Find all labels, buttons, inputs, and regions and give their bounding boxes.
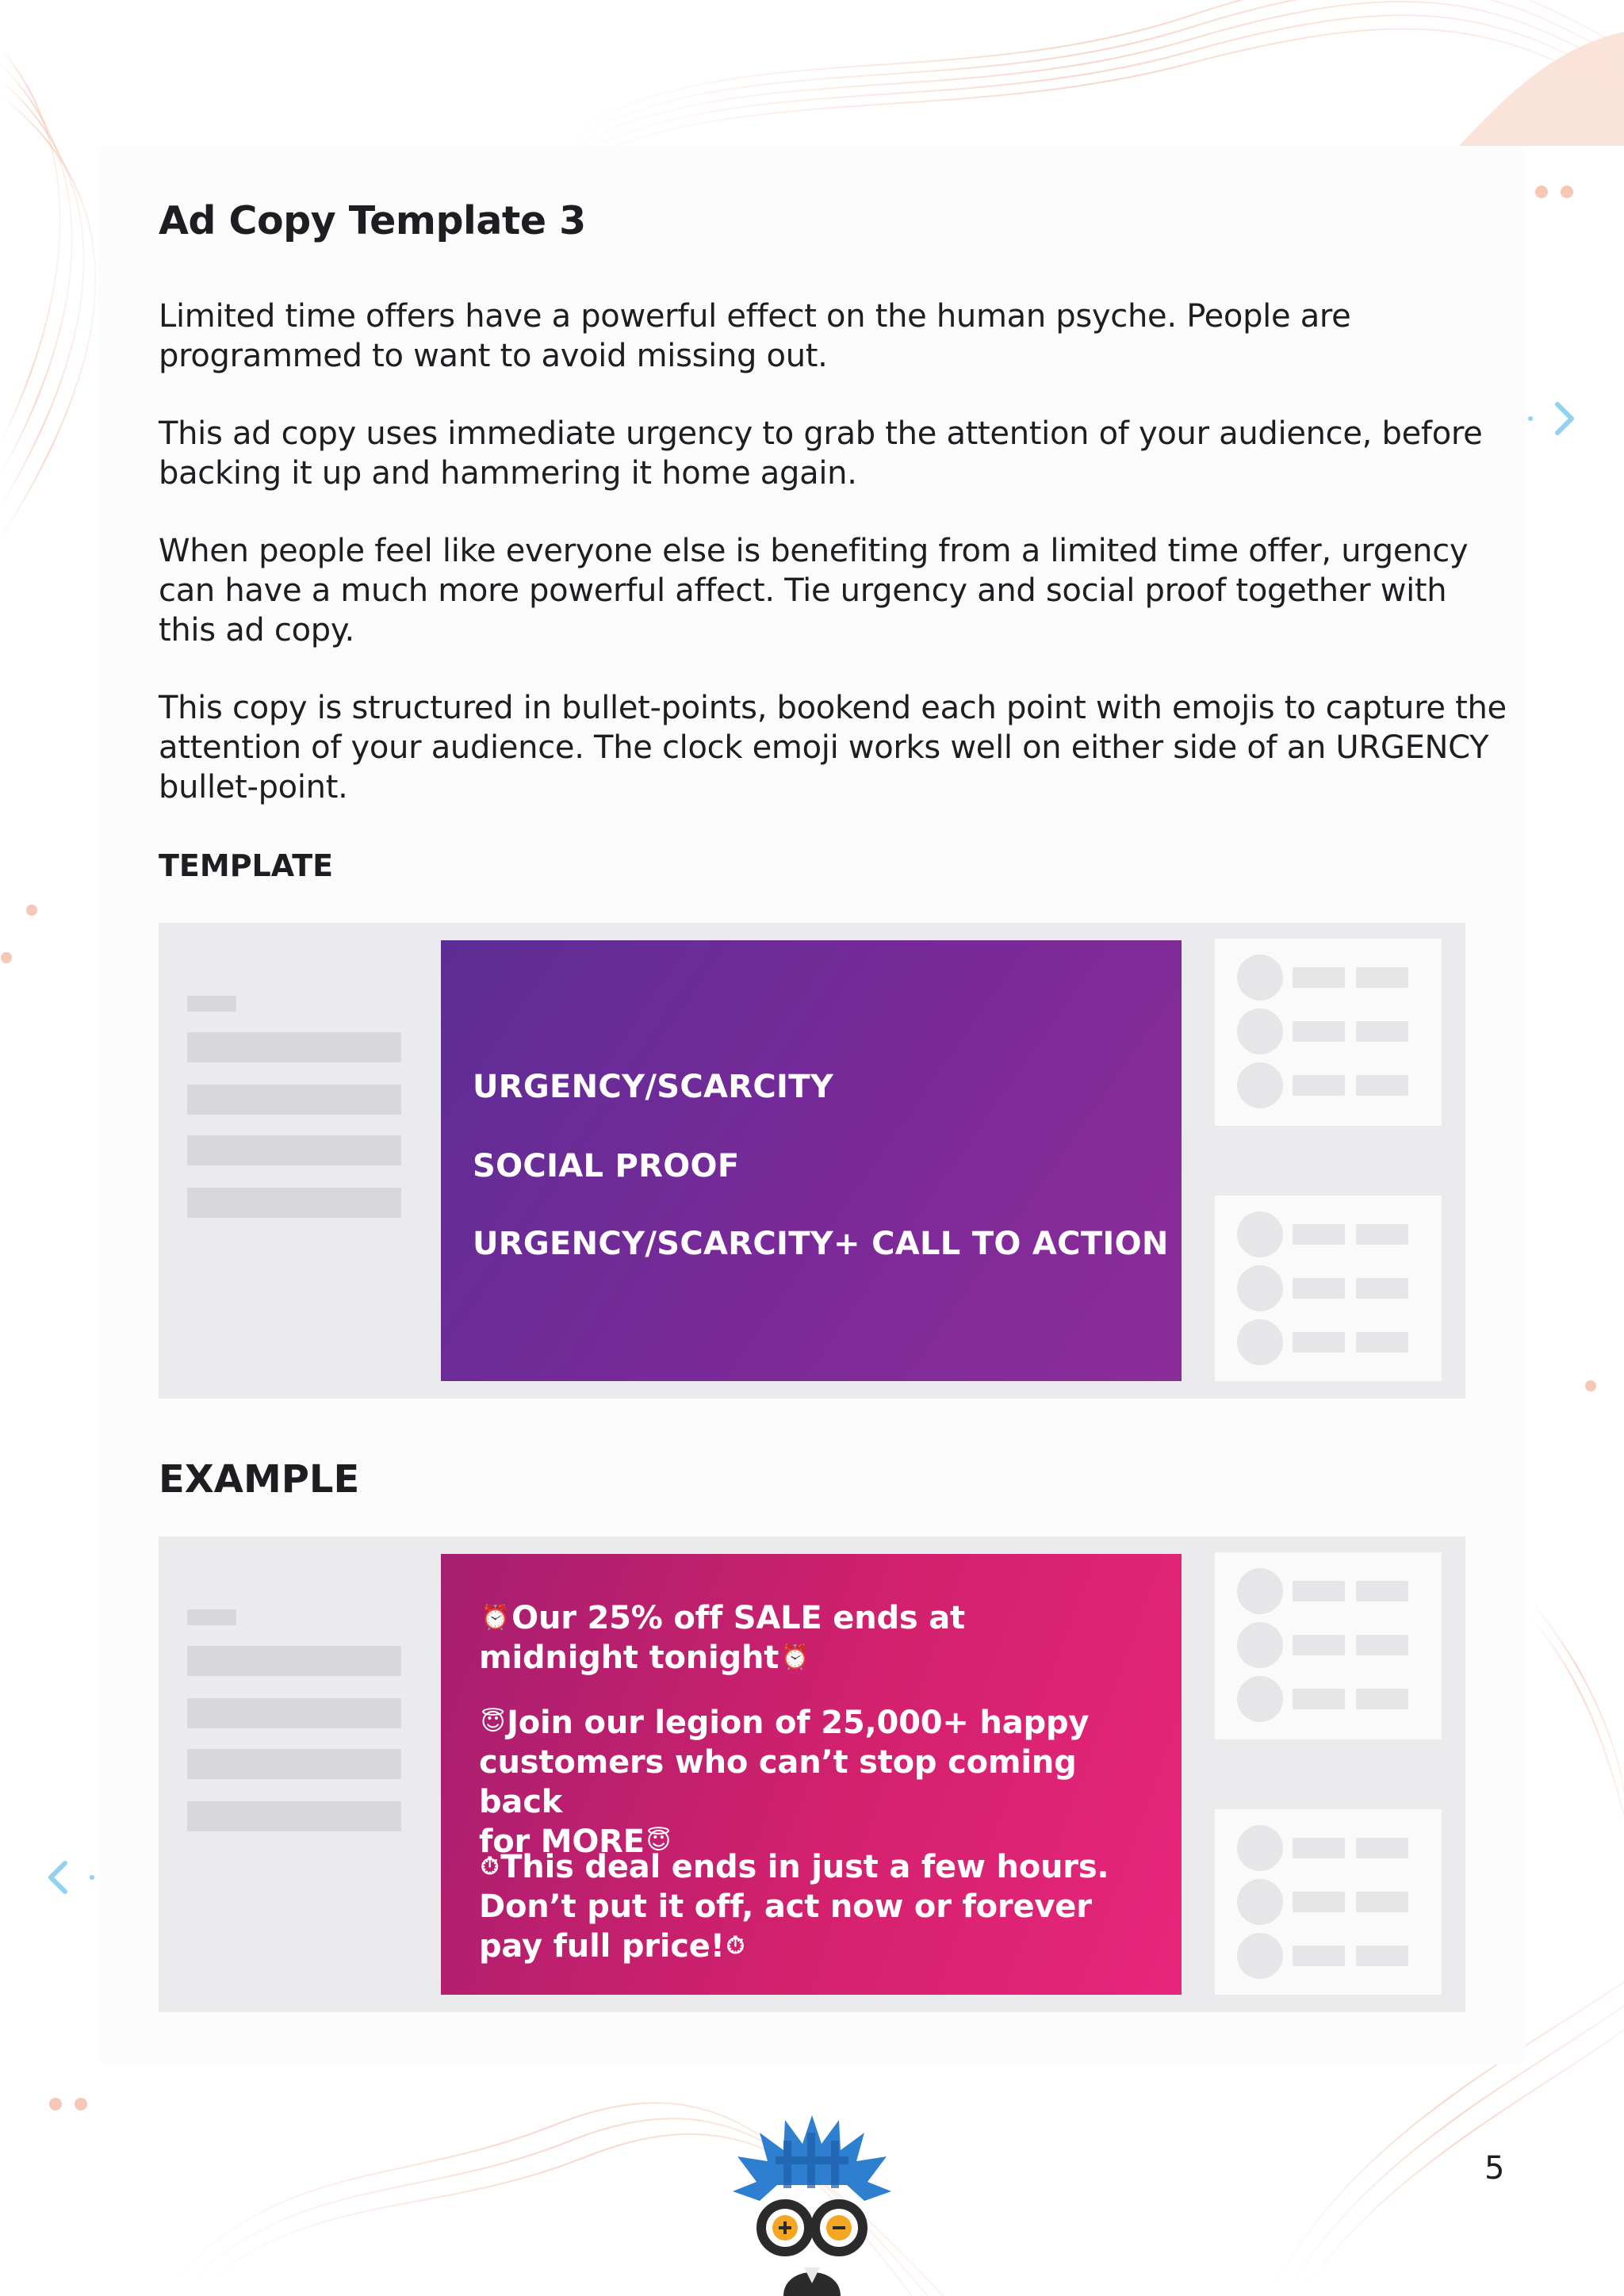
- bullet-text: This deal ends in just a few hours.: [500, 1849, 1109, 1885]
- placeholder-bar: [187, 1646, 401, 1676]
- placeholder-pill: [1356, 1581, 1408, 1601]
- bullet-text: Our 25% off SALE ends at: [511, 1600, 965, 1636]
- alarm-clock-icon: ⏰: [780, 1644, 810, 1671]
- placeholder-avatar: [1237, 1676, 1283, 1722]
- bullet-text: midnight tonight: [479, 1640, 779, 1676]
- bullet-text: pay full price!: [479, 1928, 725, 1965]
- stopwatch-icon: ⏱: [726, 1932, 745, 1960]
- example-bullet-cta: [479, 1847, 1161, 1966]
- bullet-text: Join our legion of 25,000+ happy: [507, 1705, 1090, 1741]
- halo-smile-icon: 😇: [481, 1709, 506, 1736]
- placeholder-avatar: [1237, 1211, 1283, 1257]
- placeholder-pill: [1356, 1838, 1408, 1858]
- placeholder-pill: [1293, 1224, 1345, 1245]
- placeholder-pill: [1293, 1332, 1345, 1353]
- placeholder-pill: [1293, 1892, 1345, 1912]
- placeholder-avatar: [1237, 1568, 1283, 1614]
- example-mockup: [159, 1536, 1465, 2012]
- example-label: EXAMPLE: [159, 1457, 360, 1502]
- page-number: 5: [1484, 2150, 1505, 2187]
- placeholder-pill: [1356, 1689, 1408, 1709]
- alarm-clock-icon: ⏰: [481, 1604, 511, 1632]
- template-mockup: [159, 923, 1465, 1399]
- template-line-cta: URGENCY/SCARCITY+ CALL TO ACTION: [473, 1226, 1169, 1262]
- placeholder-avatar: [1237, 1879, 1283, 1925]
- stopwatch-icon: ⏱: [481, 1853, 500, 1881]
- placeholder-pill: [1293, 1635, 1345, 1655]
- placeholder-avatar: [1237, 1319, 1283, 1365]
- placeholder-bar: [187, 996, 236, 1012]
- sidebar-card: [1215, 939, 1442, 1126]
- placeholder-bar: [187, 1698, 401, 1728]
- placeholder-avatar: [1237, 1622, 1283, 1668]
- placeholder-avatar: [1237, 1933, 1283, 1979]
- template-line-social-proof: SOCIAL PROOF: [473, 1148, 740, 1184]
- placeholder-pill: [1356, 967, 1408, 988]
- paragraph-3: When people feel like everyone else is benefiting from a limited time offer, urgency can have a much more powerful affect. Tie urgency and social proof together with this ad copy.: [159, 533, 1469, 649]
- placeholder-pill: [1356, 1332, 1408, 1353]
- scientist-mascot-logo: [728, 2109, 896, 2296]
- paragraph-4: This copy is structured in bullet-points, bookend each point with emojis to capture the attention of your audience. The clock emoji works well on either side of an URGENCY bullet-point.: [159, 690, 1507, 806]
- placeholder-pill: [1293, 967, 1345, 988]
- placeholder-bar: [187, 1188, 401, 1218]
- placeholder-bar: [187, 1609, 236, 1625]
- example-bullet-urgency: [479, 1598, 1161, 1678]
- placeholder-pill: [1293, 1021, 1345, 1042]
- template-ad: [441, 940, 1182, 1381]
- placeholder-bar: [187, 1085, 401, 1115]
- example-bullet-social-proof: [479, 1703, 1161, 1862]
- placeholder-pill: [1293, 1946, 1345, 1966]
- template-label: TEMPLATE: [159, 848, 334, 883]
- chevron-left-icon: [40, 1855, 103, 1903]
- placeholder-bar: [187, 1135, 401, 1165]
- example-ad: [441, 1554, 1182, 1995]
- placeholder-avatar: [1237, 1062, 1283, 1108]
- paragraph-2: This ad copy uses immediate urgency to grab the attention of your audience, before backing it up and hammering it home again.: [159, 415, 1483, 492]
- sidebar-card: [1215, 1552, 1442, 1739]
- placeholder-avatar: [1237, 1265, 1283, 1311]
- placeholder-pill: [1293, 1581, 1345, 1601]
- chevron-right-icon: [1519, 396, 1583, 444]
- placeholder-bar: [187, 1032, 401, 1062]
- placeholder-pill: [1356, 1278, 1408, 1299]
- bullet-text: customers who can’t stop coming back: [479, 1744, 1077, 1820]
- placeholder-bar: [187, 1749, 401, 1779]
- placeholder-avatar: [1237, 955, 1283, 1001]
- placeholder-pill: [1293, 1278, 1345, 1299]
- placeholder-pill: [1356, 1946, 1408, 1966]
- sidebar-card: [1215, 1196, 1442, 1381]
- placeholder-pill: [1293, 1075, 1345, 1096]
- placeholder-bar: [187, 1801, 401, 1831]
- placeholder-pill: [1356, 1224, 1408, 1245]
- placeholder-pill: [1356, 1075, 1408, 1096]
- placeholder-pill: [1293, 1838, 1345, 1858]
- paragraph-1: Limited time offers have a powerful effect on the human psyche. People are programmed to want to avoid missing out.: [159, 298, 1351, 374]
- placeholder-pill: [1356, 1635, 1408, 1655]
- bullet-text: for MORE: [479, 1823, 645, 1860]
- halo-smile-icon: 😇: [645, 1827, 671, 1855]
- page-title: Ad Copy Template 3: [159, 198, 586, 243]
- sidebar-card: [1215, 1809, 1442, 1995]
- placeholder-pill: [1356, 1892, 1408, 1912]
- placeholder-pill: [1356, 1021, 1408, 1042]
- template-line-urgency: URGENCY/SCARCITY: [473, 1069, 834, 1105]
- placeholder-pill: [1293, 1689, 1345, 1709]
- placeholder-avatar: [1237, 1008, 1283, 1054]
- bullet-text: Don’t put it off, act now or forever: [479, 1888, 1092, 1925]
- placeholder-avatar: [1237, 1825, 1283, 1871]
